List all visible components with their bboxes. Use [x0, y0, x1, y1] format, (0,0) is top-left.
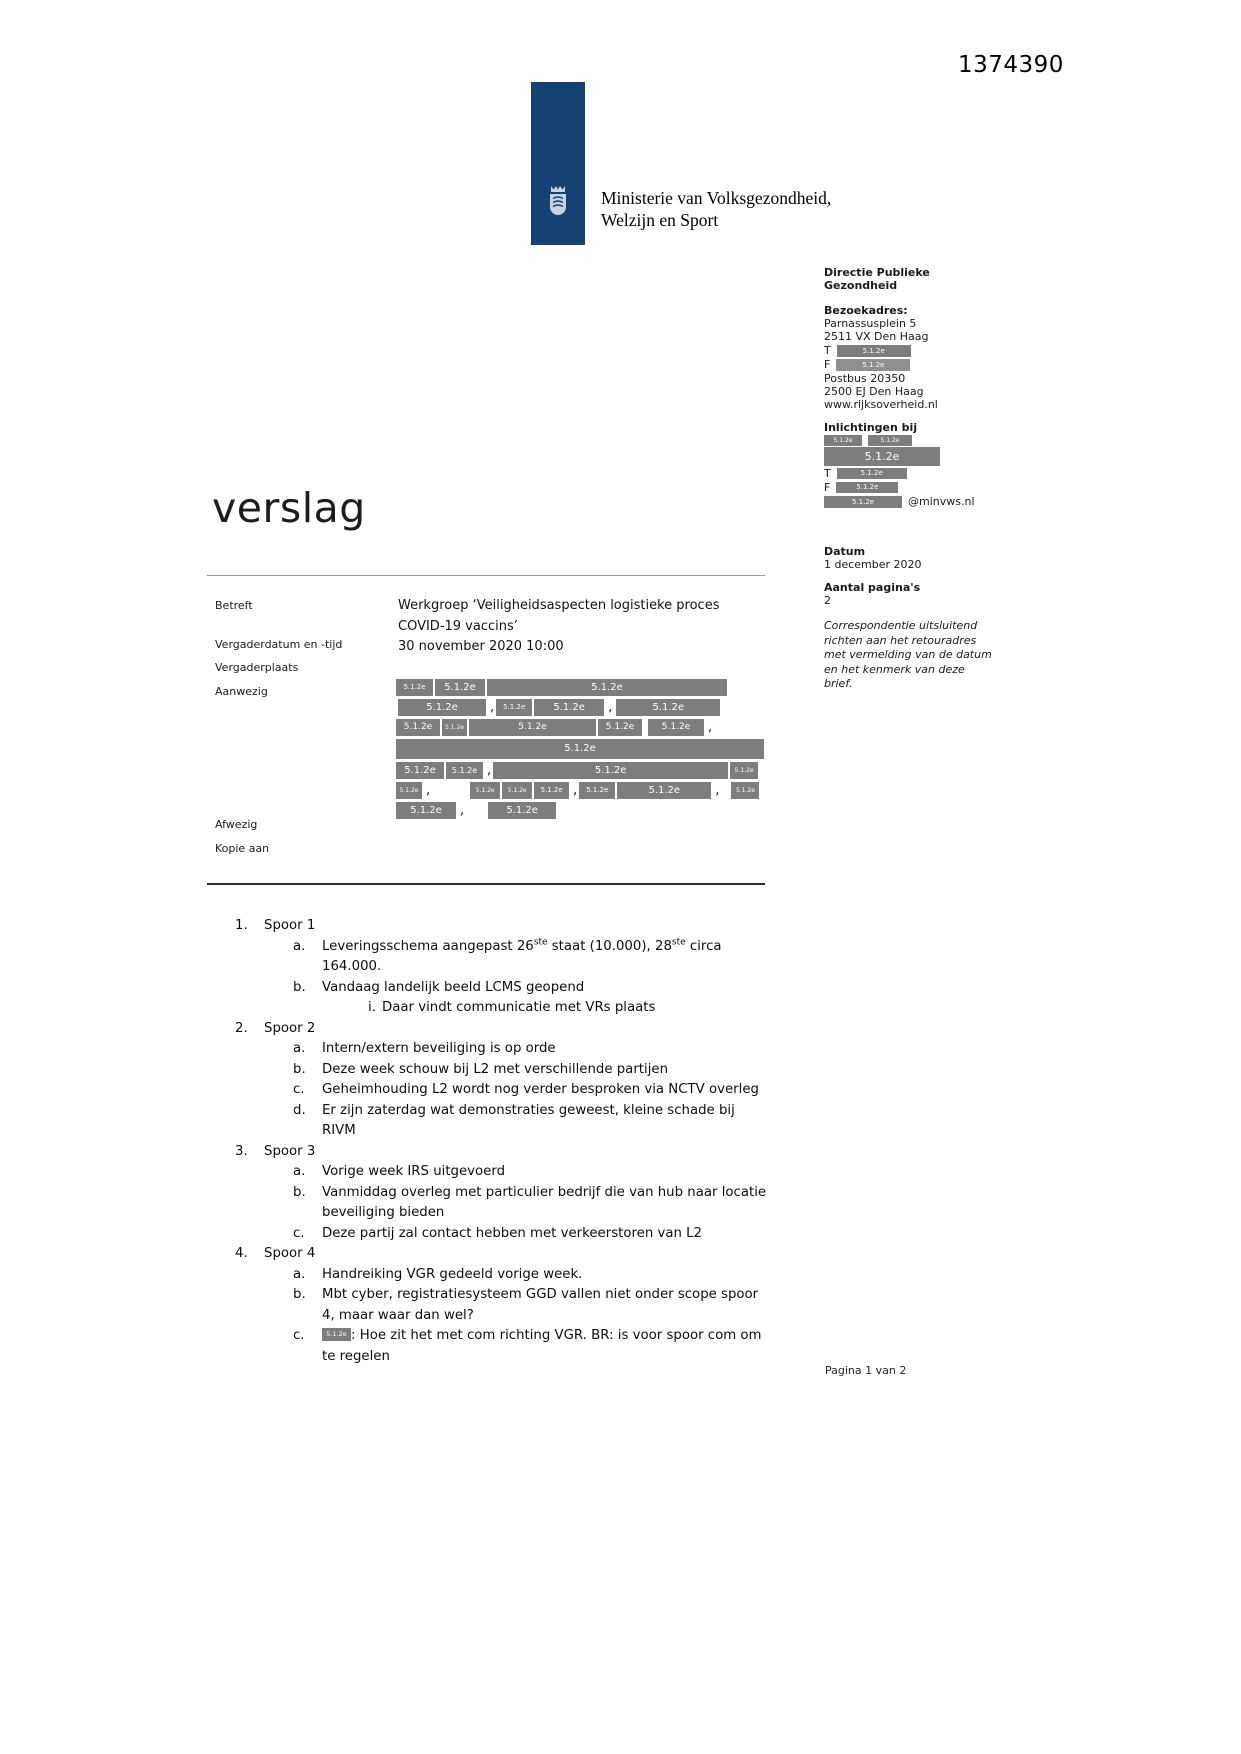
betreft-value-line2: COVID-19 vaccins’	[398, 619, 518, 634]
meeting-notes	[235, 916, 895, 1367]
content-item	[235, 1039, 895, 1060]
item-letter: d.	[293, 1102, 306, 1118]
item-text: Leveringsschema aangepast 26ste staat (10.000), 28ste circa 164.000.	[322, 937, 722, 974]
separator: ,	[573, 783, 578, 798]
vergaderdatum-value: 30 november 2020 10:00	[398, 639, 564, 654]
section-heading	[235, 1244, 895, 1265]
item-letter: a.	[293, 1164, 306, 1179]
redaction-block: 5.1.2e	[396, 802, 456, 819]
redaction-block: 5.1.2e	[579, 782, 615, 799]
datum-label: Datum	[824, 545, 866, 558]
redaction-block: 5.1.2e	[396, 739, 764, 759]
afwezig-label: Afwezig	[215, 818, 258, 831]
aanwezig-redaction-row	[396, 762, 768, 779]
aanwezig-redaction-row	[396, 699, 768, 716]
separator: ,	[487, 763, 492, 778]
page-footer: Pagina 1 van 2	[825, 1364, 907, 1377]
redaction-block: 5.1.2e	[824, 447, 940, 466]
item-letter: a.	[293, 938, 306, 954]
email-suffix: @minvws.nl	[908, 495, 975, 508]
aanwezig-redaction-row	[396, 719, 768, 736]
item-text: Geheimhouding L2 wordt nog verder besproken via NCTV overleg	[322, 1082, 759, 1097]
correspondentie-note: Correspondentie uitsluitend richten aan het retouradres met vermelding van de datum en het kenmerk van deze brief.	[824, 619, 992, 690]
section-number: 2.	[235, 1020, 248, 1036]
betreft-value	[398, 595, 719, 637]
item-text: Deze week schouw bij L2 met verschillende partijen	[322, 1061, 669, 1077]
website-text: www.rijksoverheid.nl	[824, 398, 938, 411]
phone-row	[824, 344, 1024, 357]
aanwezig-redaction-row	[396, 679, 768, 696]
rijksoverheid-emblem-icon	[538, 182, 578, 230]
inlichtingen-phone-row	[824, 467, 1024, 480]
rijksoverheid-logo	[531, 82, 585, 245]
separator: ,	[708, 720, 713, 735]
item-text: Handreiking VGR gedeeld vorige week.	[322, 1266, 583, 1282]
content-item	[235, 1060, 895, 1081]
content-item	[235, 1101, 895, 1142]
letterhead-sidebar	[824, 266, 1024, 692]
redaction-block: 5.1.2e	[442, 719, 467, 736]
aanwezig-redaction-row	[396, 739, 768, 759]
content-item	[235, 978, 895, 999]
item-text: Vanmiddag overleg met particulier bedrijf die van hub naar locatie beveiliging bieden	[322, 1184, 767, 1220]
redaction-block: 5.1.2e	[470, 782, 500, 799]
item-letter: a.	[293, 1041, 306, 1056]
aantal-paginas-value: 2	[824, 594, 831, 607]
redaction-block: 5.1.2e	[493, 762, 728, 779]
separator: ,	[490, 700, 495, 715]
subitem-text: Daar vindt communicatie met VRs plaats	[382, 1000, 656, 1015]
redaction-block: 5.1.2e	[487, 679, 727, 696]
redaction-block: 5.1.2e	[648, 719, 704, 736]
section-heading	[235, 1142, 895, 1163]
redaction-block: 5.1.2e	[322, 1328, 351, 1341]
email-row	[824, 495, 1024, 508]
item-letter: c.	[293, 1328, 305, 1343]
vergaderdatum-label: Vergaderdatum en -tijd	[215, 638, 343, 651]
inlichtingen-redaction-row	[824, 435, 1024, 446]
redaction-block: 5.1.2e	[836, 359, 910, 371]
redaction-block: 5.1.2e	[837, 345, 911, 357]
section-title: Spoor 1	[264, 918, 316, 933]
redaction-block: 5.1.2e	[435, 679, 485, 696]
item-text: Er zijn zaterdag wat demonstraties geweest, kleine schade bij RIVM	[322, 1102, 735, 1138]
redaction-block: 5.1.2e	[396, 782, 422, 799]
aanwezig-redaction-row	[396, 782, 768, 799]
address-line1: Parnassusplein 5	[824, 317, 917, 330]
content-item	[235, 1162, 895, 1183]
page-title: verslag	[212, 484, 366, 532]
item-letter: b.	[293, 1184, 306, 1200]
section-heading	[235, 1019, 895, 1040]
redaction-block: 5.1.2e	[488, 802, 556, 819]
aanwezig-redactions	[396, 679, 768, 822]
postbus-line1: Postbus 20350	[824, 372, 906, 385]
content-item	[235, 1326, 895, 1367]
address-line2: 2511 VX Den Haag	[824, 330, 929, 343]
item-letter: b.	[293, 1061, 306, 1077]
content-item	[235, 1224, 895, 1245]
kopie-aan-label: Kopie aan	[215, 842, 270, 855]
item-text: Deze partij zal contact hebben met verkeerstoren van L2	[322, 1225, 703, 1241]
redaction-block: 5.1.2e	[837, 468, 907, 479]
item-text: Mbt cyber, registratiesysteem GGD vallen niet onder scope spoor 4, maar waar dan wel?	[322, 1287, 759, 1323]
content-item	[235, 937, 895, 978]
phone-label: T	[824, 467, 831, 480]
inlichtingen-label: Inlichtingen bij	[824, 421, 918, 434]
content-item	[235, 1183, 895, 1224]
redaction-block: 5.1.2e	[824, 435, 862, 446]
item-text: Vandaag landelijk beeld LCMS geopend	[322, 979, 585, 995]
redaction-block: 5.1.2e	[534, 782, 569, 799]
aantal-paginas-label: Aantal pagina's	[824, 581, 921, 594]
item-letter: b.	[293, 979, 306, 995]
inlichtingen-name-row	[824, 447, 1024, 466]
redaction-block: 5.1.2e	[598, 719, 642, 736]
redaction-block: 5.1.2e	[446, 762, 483, 779]
fax-label: F	[824, 481, 831, 494]
betreft-value-line1: Werkgroep ‘Veiligheidsaspecten logistieke proces	[398, 598, 720, 613]
item-letter: b.	[293, 1287, 306, 1302]
section-heading	[235, 916, 895, 937]
bezoekadres-label: Bezoekadres:	[824, 304, 908, 317]
item-letter: c.	[293, 1082, 305, 1097]
aanwezig-redaction-row	[396, 802, 768, 819]
redaction-block: 5.1.2e	[824, 496, 902, 508]
item-letter: c.	[293, 1225, 305, 1241]
item-text: Vorige week IRS uitgevoerd	[322, 1164, 506, 1179]
phone-label: T	[824, 344, 831, 357]
section-title: Spoor 3	[264, 1143, 316, 1159]
section-title: Spoor 2	[264, 1020, 316, 1036]
separator: ,	[426, 783, 431, 798]
redaction-block: 5.1.2e	[868, 435, 912, 446]
redaction-block: 5.1.2e	[616, 699, 720, 716]
content-item	[235, 1285, 895, 1326]
fax-label: F	[824, 358, 831, 371]
redaction-block: 5.1.2e	[396, 679, 433, 696]
content-item	[235, 1265, 895, 1286]
redaction-block: 5.1.2e	[396, 762, 444, 779]
section-number: 4.	[235, 1246, 248, 1261]
redaction-block: 5.1.2e	[836, 482, 898, 493]
separator: ,	[460, 803, 465, 818]
document-number: 1374390	[958, 52, 1064, 78]
redaction-block: 5.1.2e	[730, 762, 758, 779]
item-text: 5.1.2e : Hoe zit het met com richting VGR. BR: is voor spoor com om te regelen	[322, 1328, 762, 1364]
redaction-block: 5.1.2e	[502, 782, 532, 799]
postbus-line2: 2500 EJ Den Haag	[824, 385, 924, 398]
separator: ,	[608, 700, 613, 715]
redaction-block: 5.1.2e	[398, 699, 486, 716]
ministry-name	[601, 188, 831, 231]
separator: ,	[715, 783, 720, 798]
divider-thin	[207, 575, 765, 576]
section-title: Spoor 4	[264, 1246, 316, 1261]
subitem-roman: i.	[368, 1000, 376, 1015]
redaction-block: 5.1.2e	[731, 782, 759, 799]
ministry-name-line2: Welzijn en Sport	[601, 209, 719, 230]
fax-row	[824, 358, 1024, 371]
content-item	[235, 1080, 895, 1101]
section-number: 1.	[235, 918, 248, 933]
ministry-name-line1: Ministerie van Volksgezondheid,	[601, 188, 832, 208]
item-text: Intern/extern beveiliging is op orde	[322, 1041, 556, 1056]
inlichtingen-fax-row	[824, 481, 1024, 494]
directie-line2: Gezondheid	[824, 279, 898, 292]
vergaderplaats-label: Vergaderplaats	[215, 661, 299, 674]
section-number: 3.	[235, 1143, 248, 1159]
content-subitem	[235, 998, 895, 1019]
redaction-block: 5.1.2e	[534, 699, 604, 716]
item-letter: a.	[293, 1266, 306, 1282]
aanwezig-label: Aanwezig	[215, 685, 268, 698]
redaction-block: 5.1.2e	[496, 699, 532, 716]
datum-value: 1 december 2020	[824, 558, 922, 571]
redaction-block: 5.1.2e	[396, 719, 440, 736]
redaction-block: 5.1.2e	[469, 719, 596, 736]
directie-line1: Directie Publieke	[824, 266, 930, 279]
redaction-block: 5.1.2e	[617, 782, 711, 799]
divider-thick	[207, 883, 765, 885]
betreft-label: Betreft	[215, 599, 253, 612]
